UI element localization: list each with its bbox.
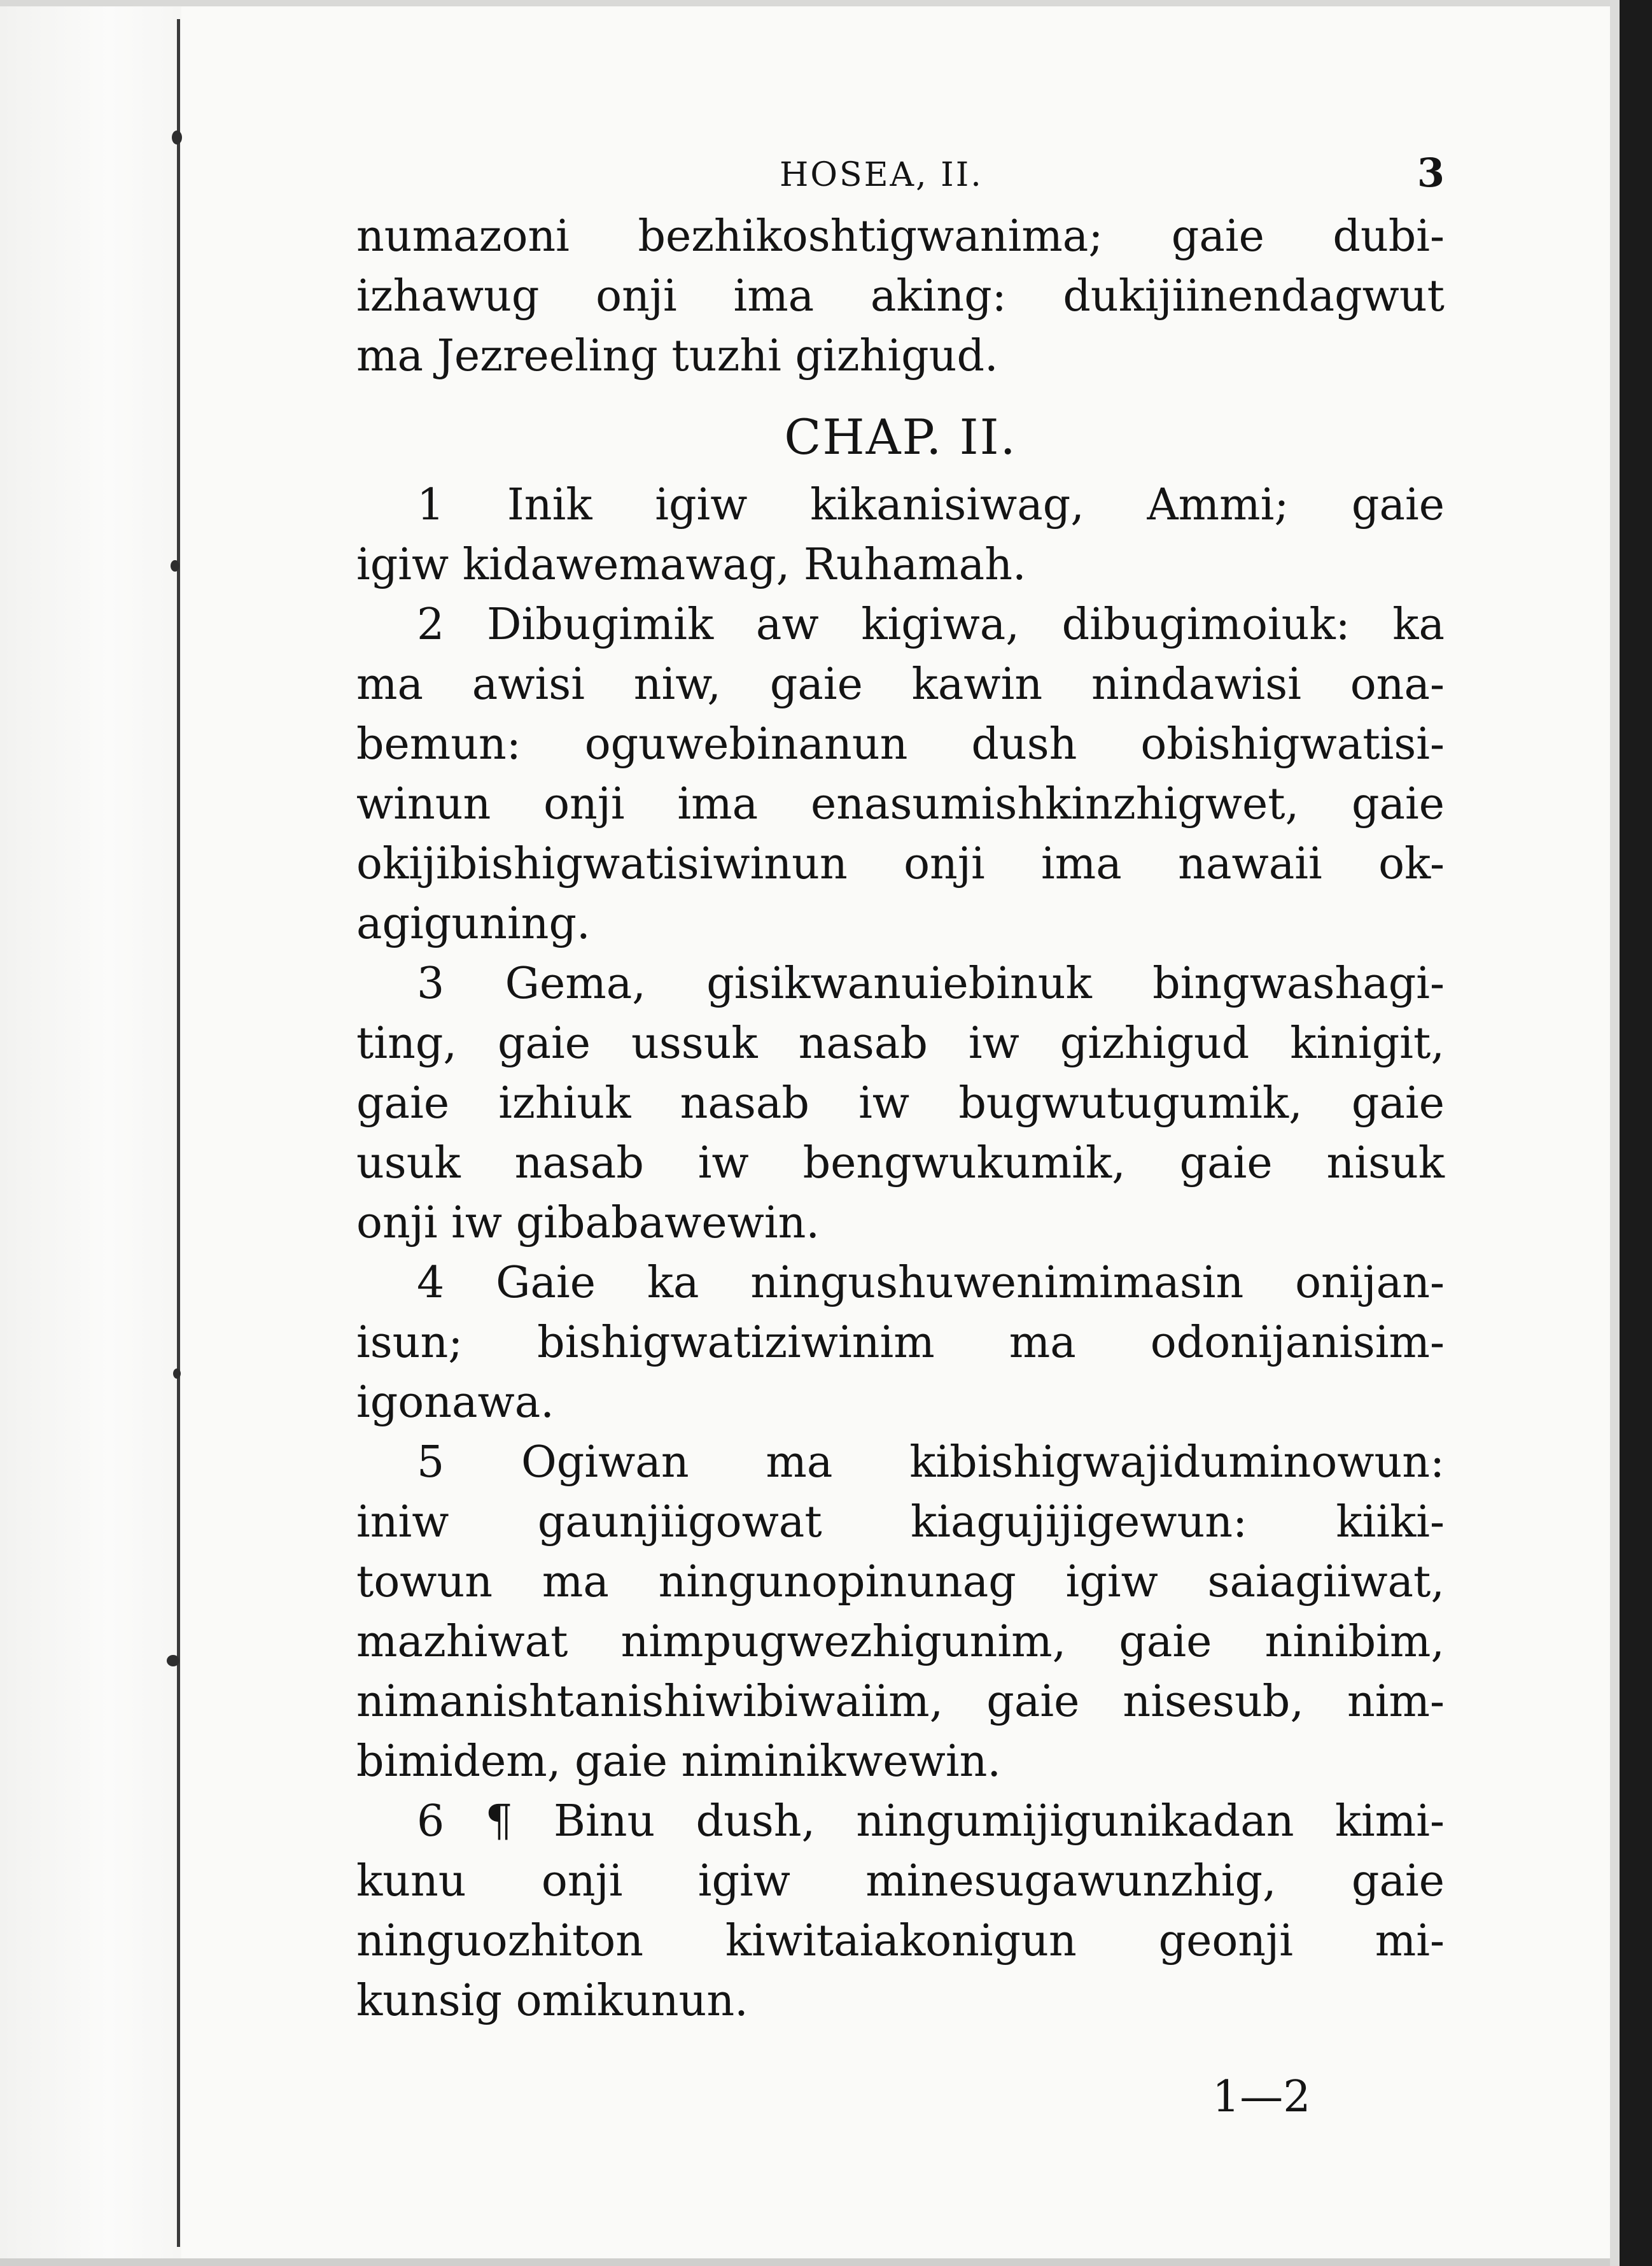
right-page-edge	[1620, 0, 1652, 2266]
running-title: HOSEA, II.	[780, 156, 983, 194]
text-line: izhawug onji ima aking: dukijiinendagwut	[356, 271, 1445, 321]
signature-mark: 1—2	[1212, 2072, 1311, 2122]
binding-stitch-mark	[171, 560, 179, 572]
verse-line: igonawa.	[356, 1377, 554, 1428]
binding-stitch-mark	[167, 1655, 179, 1666]
verse-line: onji iw gibabawewin.	[356, 1198, 820, 1248]
chapter-heading: CHAP. II.	[784, 409, 1017, 465]
text-line: numazoni bezhikoshtigwanima; gaie dubi-	[356, 211, 1445, 262]
binding-edge-line	[177, 19, 180, 2247]
bottom-page-edge	[0, 2258, 1652, 2266]
verse-line: bemun: oguwebinanun dush obishigwatisi-	[356, 719, 1445, 770]
verse-line: usuk nasab iw bengwukumik, gaie nisuk	[356, 1138, 1445, 1188]
verse-line: mazhiwat nimpugwezhigunim, gaie ninibim,	[356, 1617, 1445, 1667]
verse-line: isun; bishigwatiziwinim ma odonijanisim-	[356, 1318, 1445, 1368]
verse-line: ninguozhiton kiwitaiakonigun geonji mi-	[356, 1916, 1445, 1966]
left-margin-gutter	[0, 0, 181, 2266]
binding-stitch-mark	[172, 130, 182, 144]
verse-line: agiguning.	[356, 899, 591, 949]
verse-line: 6 ¶ Binu dush, ningumijigunikadan kimi-	[417, 1796, 1445, 1847]
text-line: ma Jezreeling tuzhi gizhigud.	[356, 331, 998, 381]
verse-line: winun onji ima enasumishkinzhigwet, gaie	[356, 779, 1445, 829]
verse-line: 5 Ogiwan ma kibishigwajiduminowun:	[417, 1437, 1445, 1488]
verse-line: 3 Gema, gisikwanuiebinuk bingwashagi-	[417, 959, 1445, 1009]
verse-4	[356, 1253, 1445, 1433]
verse-line: ting, gaie ussuk nasab iw gizhigud kinigit,	[356, 1018, 1445, 1069]
verse-line: bimidem, gaie niminikwewin.	[356, 1736, 1001, 1787]
verse-line: igiw kidawemawag, Ruhamah.	[356, 540, 1026, 590]
verse-line: nimanishtanishiwibiwaiim, gaie nisesub, nim-	[356, 1677, 1445, 1727]
running-head	[356, 150, 1445, 207]
verse-5	[356, 1433, 1445, 1792]
opening-paragraph	[356, 207, 1445, 386]
verse-line: gaie izhiuk nasab iw bugwutugumik, gaie	[356, 1078, 1445, 1129]
verse-line: okijibishigwatisiwinun onji ima nawaii ok-	[356, 839, 1445, 889]
right-page-shadow	[1610, 0, 1620, 2266]
verse-line: kunsig omikunun.	[356, 1976, 748, 2026]
verse-line: 2 Dibugimik aw kigiwa, dibugimoiuk: ka	[417, 600, 1445, 650]
verse-2	[356, 595, 1445, 954]
verse-line: iniw gaunjiigowat kiagujijigewun: kiiki-	[356, 1497, 1445, 1547]
page-number: 3	[1417, 150, 1445, 196]
book-page	[356, 150, 1445, 2031]
verse-line: ma awisi niw, gaie kawin nindawisi ona-	[356, 659, 1445, 710]
verse-line: 1 Inik igiw kikanisiwag, Ammi; gaie	[417, 480, 1445, 530]
verse-line: towun ma ningunopinunag igiw saiagiiwat,	[356, 1557, 1445, 1607]
top-page-edge	[0, 0, 1652, 6]
verse-line: kunu onji igiw minesugawunzhig, gaie	[356, 1856, 1445, 1906]
binding-stitch-mark	[173, 1369, 181, 1379]
verse-3	[356, 954, 1445, 1253]
verse-1	[356, 475, 1445, 595]
verse-6	[356, 1792, 1445, 2031]
verse-line: 4 Gaie ka ningushuwenimimasin onijan-	[417, 1258, 1445, 1308]
